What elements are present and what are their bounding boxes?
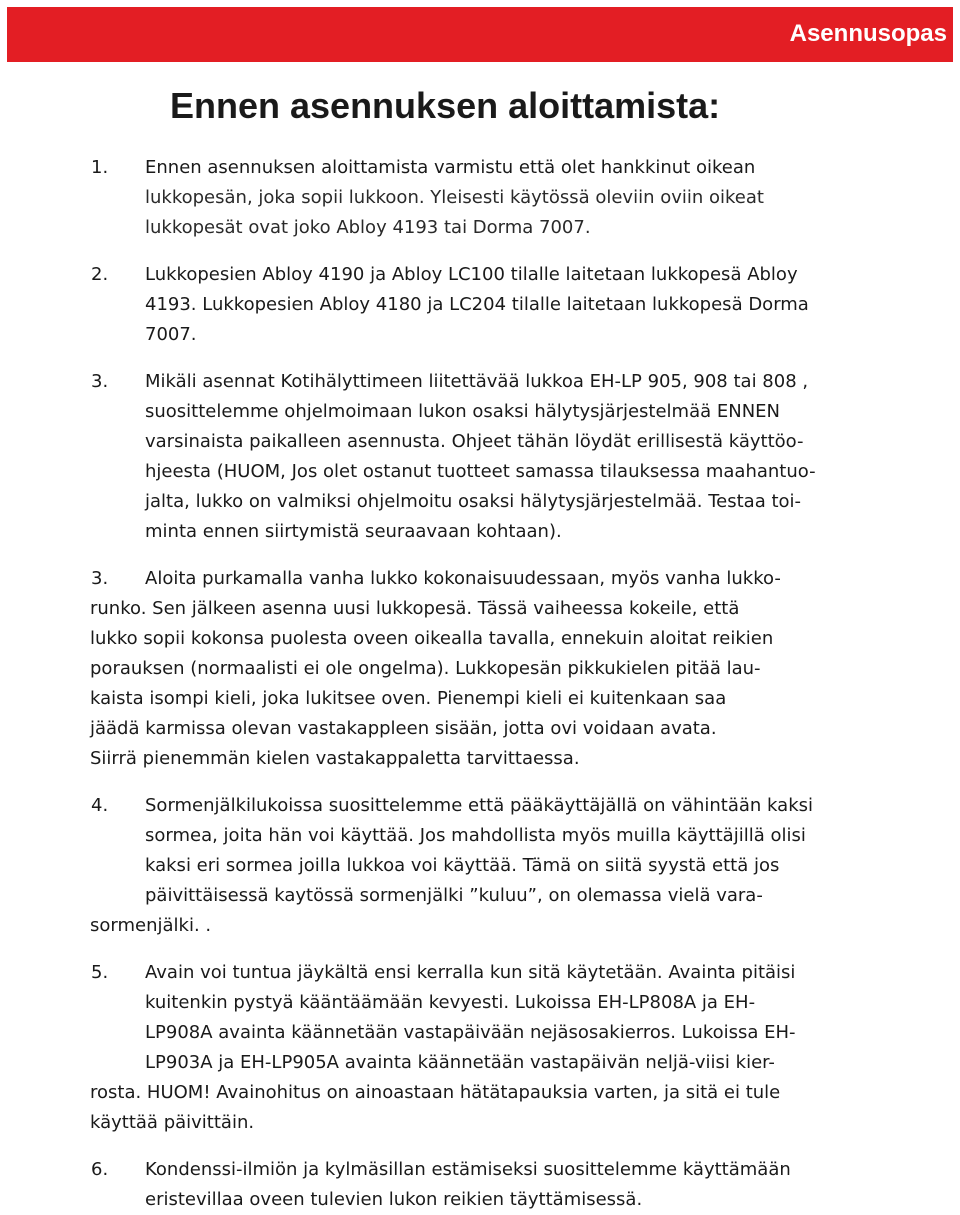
item-text-line: porauksen (normaalisti ei ole ongelma). Lukkopesän pikkukielen pitää lau- <box>90 658 761 679</box>
item-text-line: 7007. <box>145 324 197 345</box>
item-text-line: kaista isompi kieli, joka lukitsee oven. Pienempi kieli ei kuitenkaan saa <box>90 688 727 709</box>
item-text-line: lukkopesät ovat joko Abloy 4193 tai Dorma 7007. <box>145 217 591 238</box>
item-text-line: lukko sopii kokonsa puolesta oveen oikealla tavalla, ennekuin aloitat reikien <box>90 628 774 649</box>
item-text-line: Siirrä pienemmän kielen vastakappaletta tarvittaessa. <box>90 748 580 769</box>
item-text-line: eristevillaa oveen tulevien lukon reikien täyttämisessä. <box>145 1189 643 1210</box>
item-number: 3. <box>91 568 109 589</box>
item-text-line: hjeesta (HUOM, Jos olet ostanut tuotteet samassa tilauksessa maahantuo- <box>145 461 816 482</box>
item-text-line: Kondenssi-ilmiön ja kylmäsillan estämiseksi suosittelemme käyttämään <box>145 1159 791 1180</box>
item-text-line: suosittelemme ohjelmoimaan lukon osaksi hälytysjärjestelmää ENNEN <box>145 401 781 422</box>
item-text-line: Sormenjälkilukoissa suosittelemme että pääkäyttäjällä on vähintään kaksi <box>145 795 813 816</box>
item-number: 6. <box>91 1159 109 1180</box>
item-text-line: rosta. HUOM! Avainohitus on ainoastaan hätätapauksia varten, ja sitä ei tule <box>90 1082 781 1103</box>
item-text-line: päivittäisessä kaytössä sormenjälki ”kuluu”, on olemassa vielä vara- <box>145 885 763 906</box>
item-text-line: lukkopesän, joka sopii lukkoon. Yleisesti käytössä oleviin oviin oikeat <box>145 187 764 208</box>
item-text-line: sormea, joita hän voi käyttää. Jos mahdollista myös muilla käyttäjillä olisi <box>145 825 806 846</box>
item-number: 2. <box>91 264 109 285</box>
item-text-line: Aloita purkamalla vanha lukko kokonaisuudessaan, myös vanha lukko- <box>145 568 781 589</box>
item-text-line: runko. Sen jälkeen asenna uusi lukkopesä. Tässä vaiheessa kokeile, että <box>90 598 740 619</box>
item-text-line: varsinaista paikalleen asennusta. Ohjeet tähän löydät erillisestä käyttöo- <box>145 431 804 452</box>
item-text-line: käyttää päivittäin. <box>90 1112 255 1133</box>
item-text-line: minta ennen siirtymistä seuraavaan kohtaan). <box>145 521 562 542</box>
item-text-line: LP908A avainta käännetään vastapäivään nejäsosakierros. Lukoissa EH- <box>145 1022 796 1043</box>
header-label: Asennusopas <box>789 20 947 47</box>
item-text-line: 4193. Lukkopesien Abloy 4180 ja LC204 tilalle laitetaan lukkopesä Dorma <box>145 294 809 315</box>
item-text-line: Avain voi tuntua jäykältä ensi kerralla kun sitä käytetään. Avainta pitäisi <box>145 962 796 983</box>
item-text-line: LP903A ja EH-LP905A avainta käännetään vastapäivän neljä-viisi kier- <box>145 1052 775 1073</box>
item-text-line: Mikäli asennat Kotihälyttimeen liitettävää lukkoa EH-LP 905, 908 tai 808 , <box>145 371 809 392</box>
item-number: 1. <box>91 157 109 178</box>
item-text-line: Lukkopesien Abloy 4190 ja Abloy LC100 tilalle laitetaan lukkopesä Abloy <box>145 264 798 285</box>
item-text-line: Ennen asennuksen aloittamista varmistu että olet hankkinut oikean <box>145 157 756 178</box>
item-text-line: jalta, lukko on valmiksi ohjelmoitu osaksi hälytysjärjestelmää. Testaa toi- <box>145 491 802 512</box>
header-bar <box>7 7 953 62</box>
item-number: 5. <box>91 962 109 983</box>
item-text-line: kaksi eri sormea joilla lukkoa voi käyttää. Tämä on siitä syystä että jos <box>145 855 780 876</box>
item-number: 4. <box>91 795 109 816</box>
item-text-line: jäädä karmissa olevan vastakappleen sisään, jotta ovi voidaan avata. <box>90 718 717 739</box>
item-text-line: kuitenkin pystyä kääntäämään kevyesti. Lukoissa EH-LP808A ja EH- <box>145 992 756 1013</box>
item-text-line: sormenjälki. . <box>90 915 212 936</box>
page-title: Ennen asennuksen aloittamista: <box>170 85 721 126</box>
item-number: 3. <box>91 371 109 392</box>
